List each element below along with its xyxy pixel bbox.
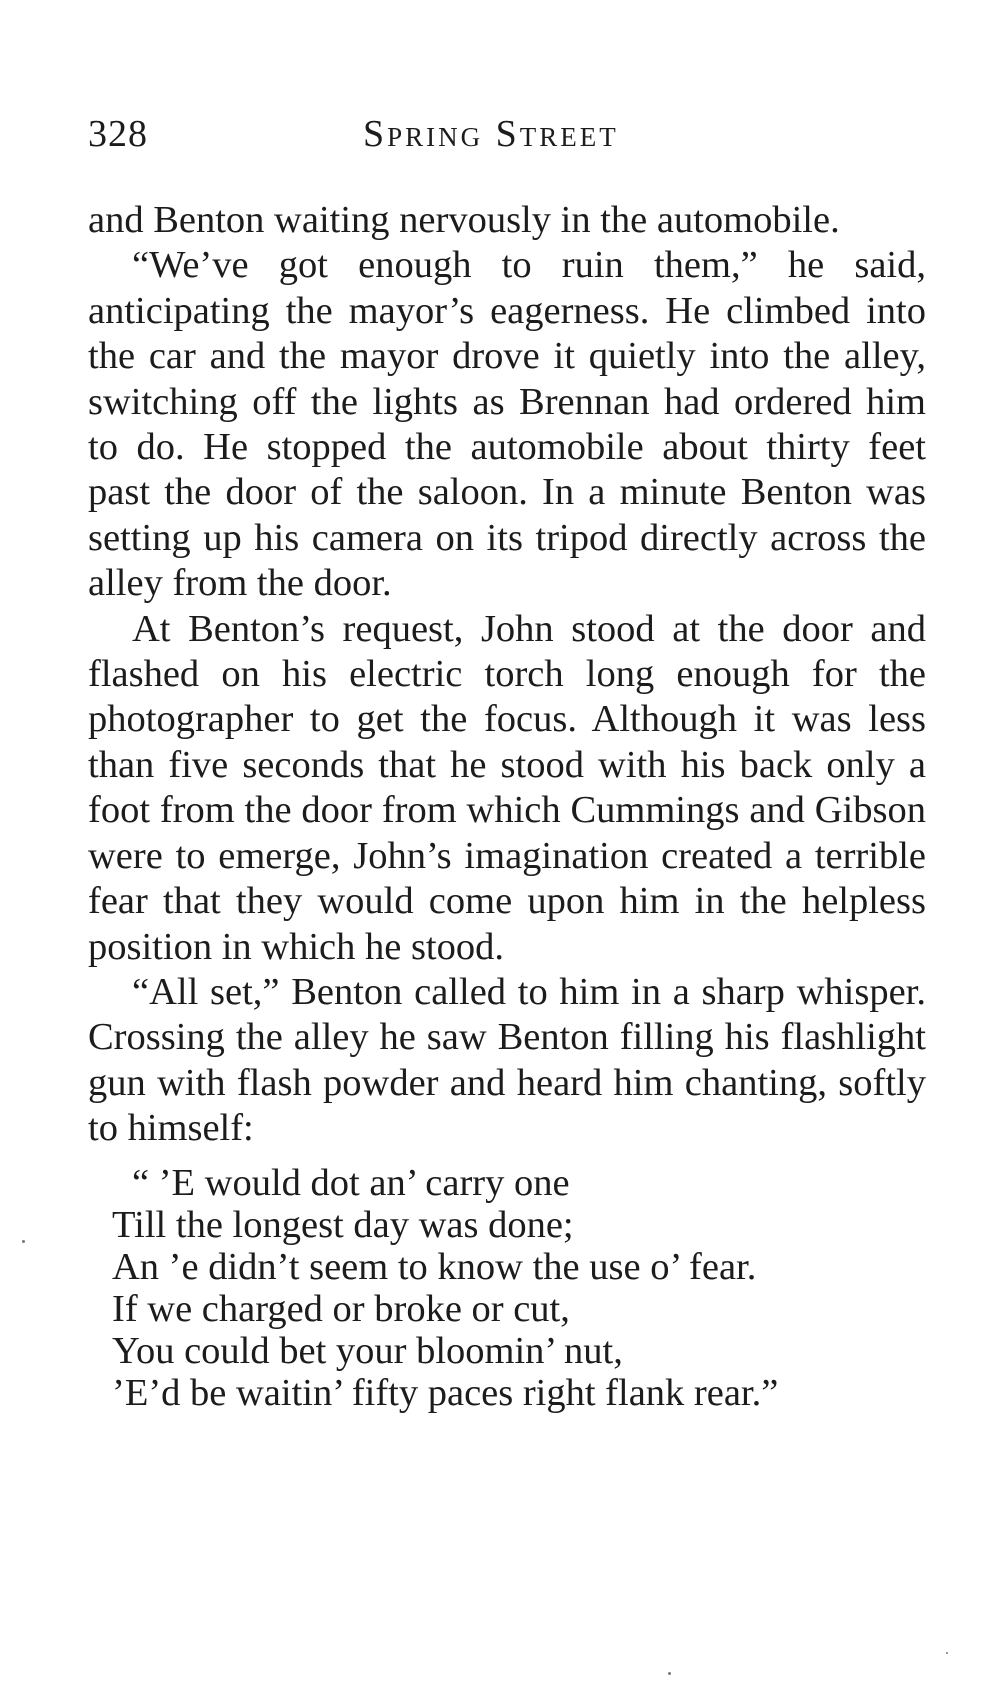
paragraph: At Benton’s request, John stood at the door and flashed on his electric torch long enough for the photographer to get the focus. Although it was less than five seconds that he stood with his back only a foot from the door from which Cummings and Gibson were to emerge, John’s imagination created a terrible fear that they would come upon him in the helpless position in which he stood.: [88, 607, 926, 968]
verse-line: Till the longest day was done;: [112, 1203, 574, 1246]
verse-line: An ’e didn’t seem to know the use o’ fear.: [112, 1245, 757, 1288]
print-speck: [668, 1672, 671, 1675]
paragraph-continued: and Benton waiting nervously in the automobile.: [88, 199, 840, 241]
print-speck: [22, 1240, 25, 1243]
verse-line: You could bet your bloomin’ nut,: [112, 1329, 623, 1372]
verse-line: ’E’d be waitin’ fifty paces right flank rear.”: [112, 1371, 779, 1414]
verse-line: If we charged or broke or cut,: [112, 1287, 570, 1330]
page-header: [88, 112, 928, 162]
body-text: [88, 198, 926, 1414]
print-speck: [946, 1652, 948, 1654]
page-number: 328: [88, 113, 148, 155]
paragraph: “We’ve got enough to ruin them,” he said, anticipating the mayor’s eagerness. He climbed into the car and the mayor drove it quietly into the alley, switching off the lights as Brennan had ordered him to do. He stopped the automobile about thirty feet past the door of the saloon. In a minute Benton was setting up his camera on its tripod directly across the alley from the door.: [88, 244, 926, 605]
verse-line: “ ’E would dot an’ carry one: [132, 1161, 570, 1204]
paragraph: “All set,” Benton called to him in a sharp whisper. Crossing the alley he saw Benton filling his flashlight gun with flash powder and heard him chanting, softly to himself:: [88, 970, 926, 1150]
verse-block: [88, 1162, 926, 1414]
running-title: Spring Street: [363, 113, 619, 155]
